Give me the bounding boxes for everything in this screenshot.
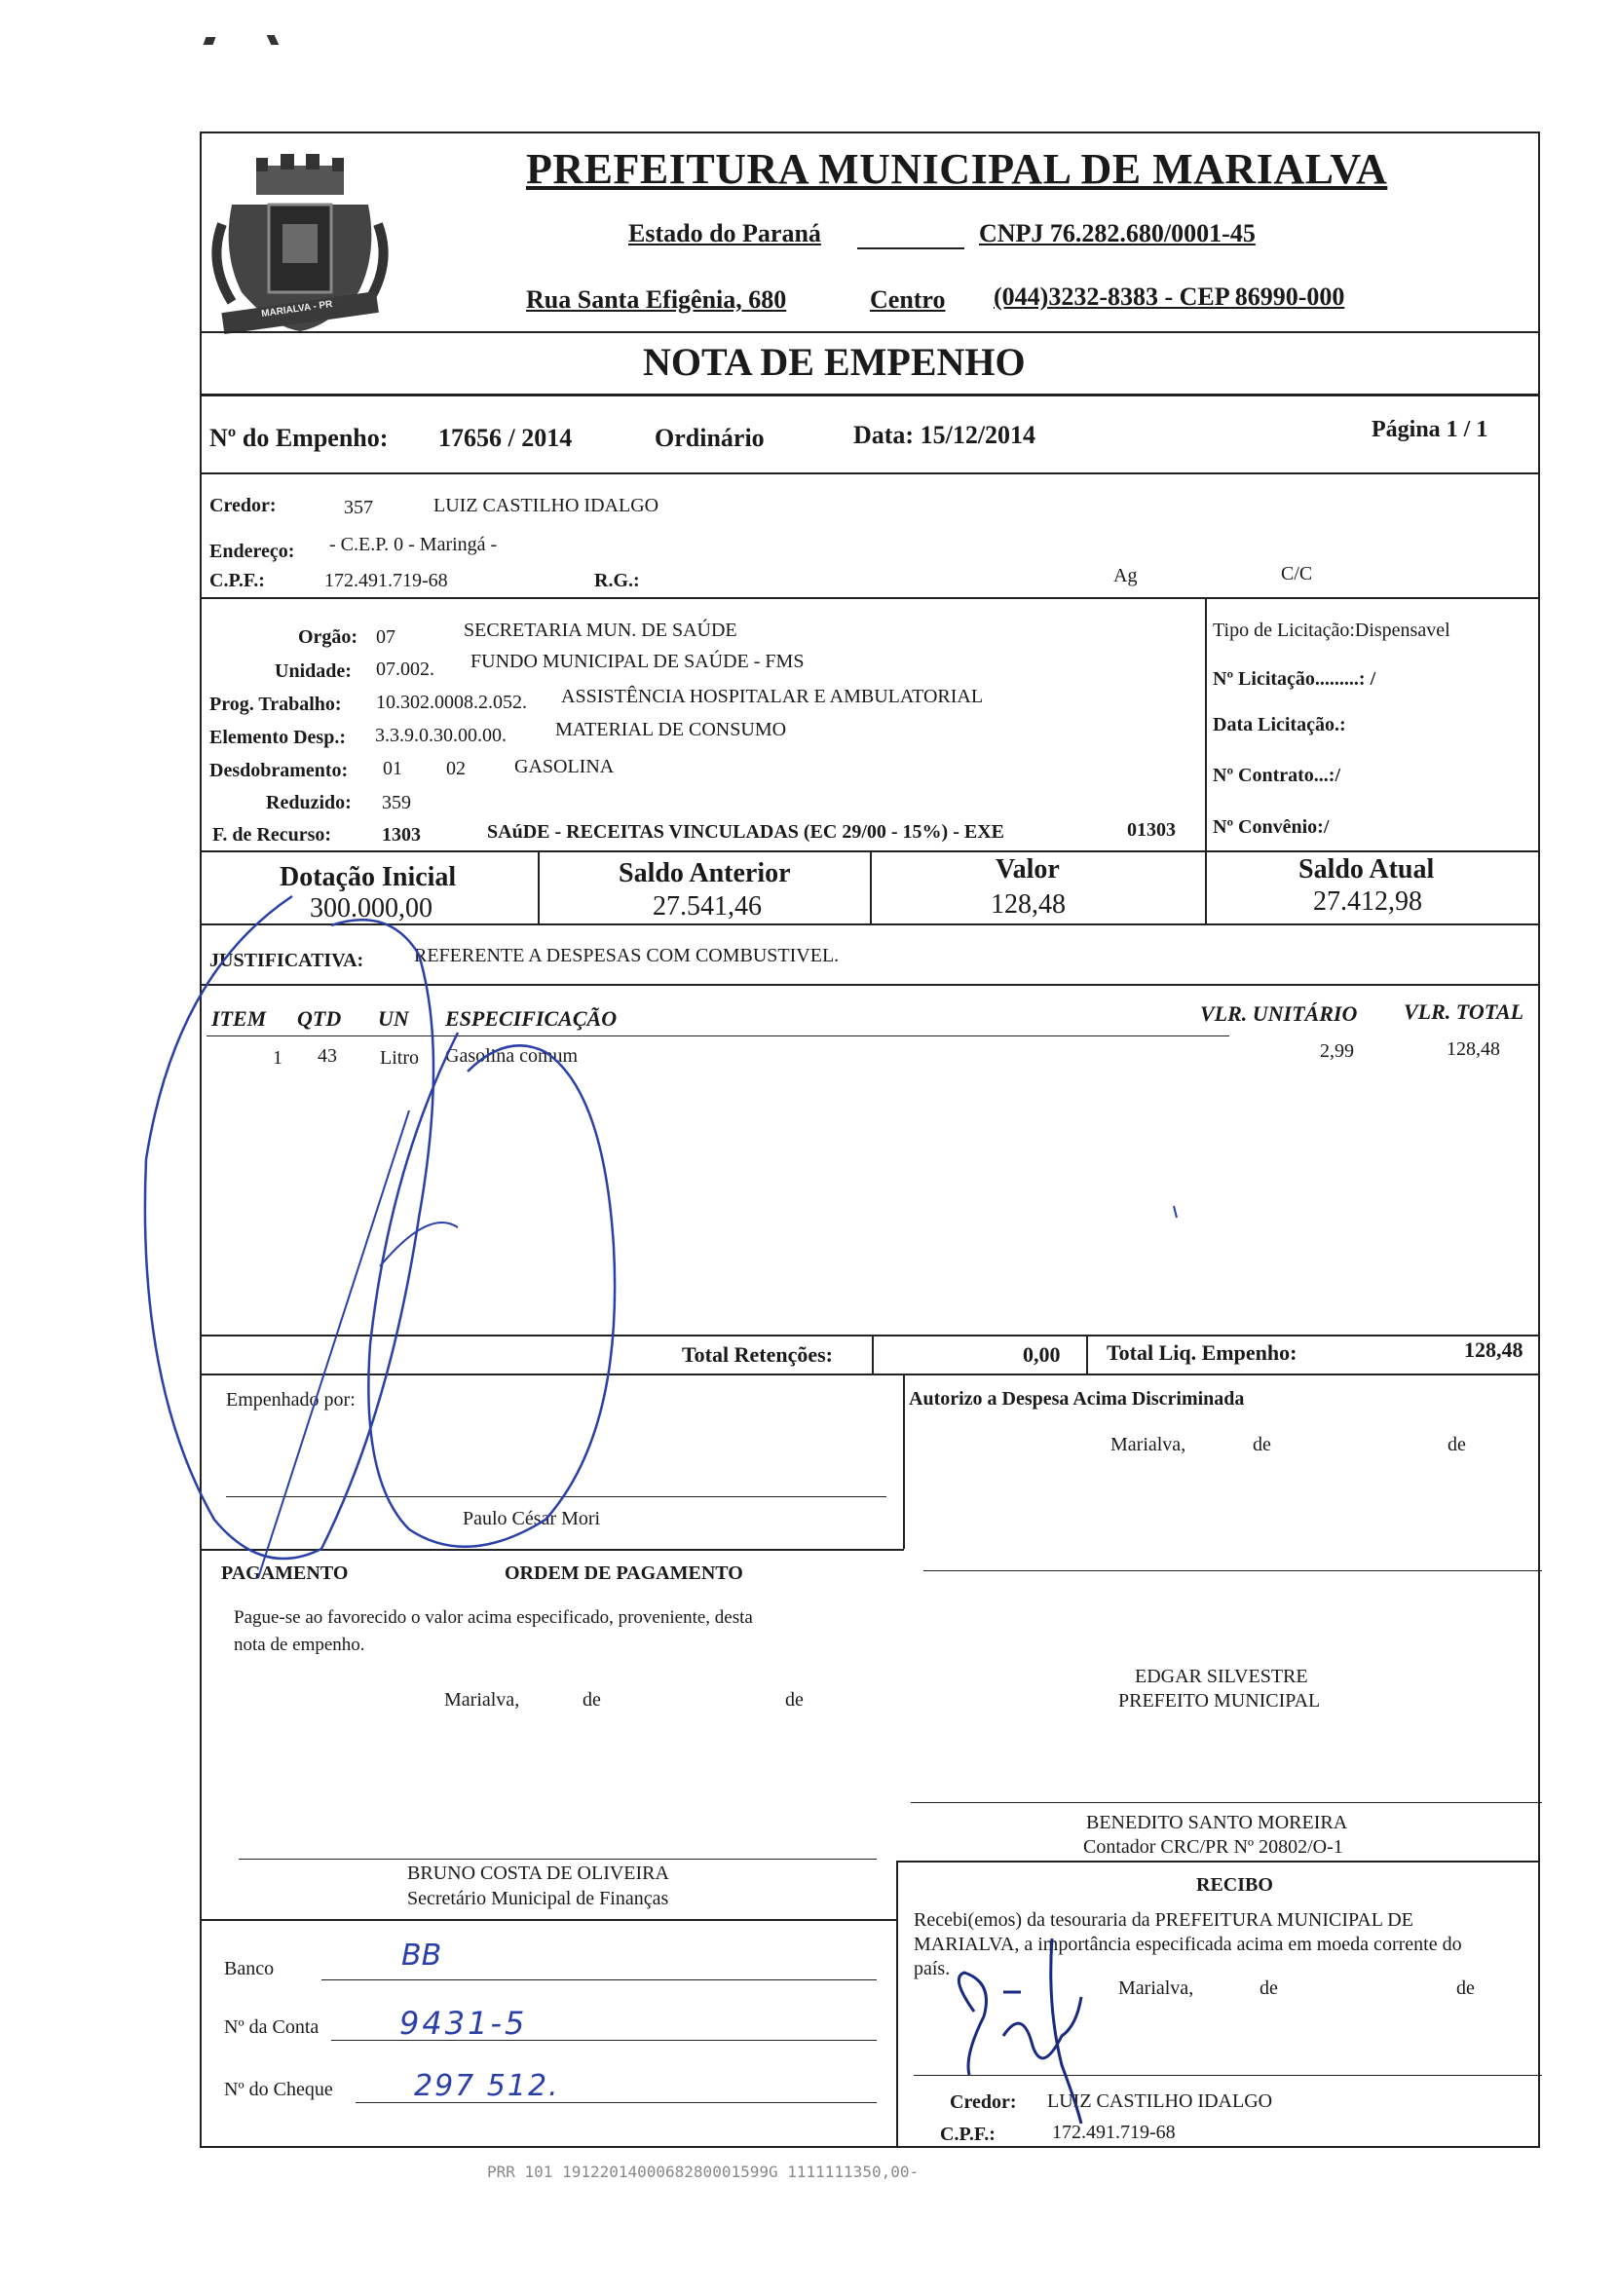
dotacao-label: Dotação Inicial bbox=[280, 862, 457, 892]
saldo-anterior-value: 27.541,46 bbox=[653, 891, 762, 922]
header-district: Centro bbox=[870, 285, 946, 314]
empenho-number: 17656 / 2014 bbox=[438, 424, 573, 452]
saldo-atual-label: Saldo Atual bbox=[1298, 854, 1435, 885]
dotacao-value: 300.000,00 bbox=[310, 893, 432, 923]
recibo-text-1: Recebi(emos) da tesouraria da PREFEITURA MUNICIPAL DE bbox=[914, 1909, 1413, 1931]
document-title: NOTA DE EMPENHO bbox=[643, 340, 1026, 384]
elemento-label: Elemento Desp.: bbox=[209, 727, 346, 748]
unidade-code: 07.002. bbox=[376, 659, 434, 680]
recurso-label: F. de Recurso: bbox=[212, 824, 332, 846]
row-unit: 2,99 bbox=[1320, 1040, 1354, 1062]
desdobramento-a: 01 bbox=[383, 758, 402, 779]
recurso-code: 1303 bbox=[382, 824, 421, 846]
autorizo-de1: de bbox=[1253, 1434, 1271, 1455]
licitacao-data: Data Licitação.: bbox=[1213, 714, 1346, 735]
pague-text-1: Pague-se ao favorecido o valor acima especificado, proveniente, desta bbox=[234, 1607, 753, 1628]
row-item: 1 bbox=[273, 1047, 282, 1069]
page-number: Página 1 / 1 bbox=[1372, 417, 1488, 442]
recibo-de1: de bbox=[1260, 1977, 1278, 1999]
col-qtd: QTD bbox=[297, 1006, 342, 1031]
secretario-name: BRUNO COSTA DE OLIVEIRA bbox=[407, 1863, 669, 1884]
col-un: UN bbox=[378, 1006, 409, 1031]
address-value: - C.E.P. 0 - Maringá - bbox=[329, 534, 498, 555]
row-un: Litro bbox=[380, 1047, 419, 1069]
prefeito-name: EDGAR SILVESTRE bbox=[1135, 1666, 1308, 1687]
elemento-code: 3.3.9.0.30.00.00. bbox=[375, 725, 507, 746]
pagamento-label: PAGAMENTO bbox=[221, 1562, 349, 1584]
credor-code: 357 bbox=[344, 497, 373, 518]
empenho-number-label: Nº do Empenho: bbox=[209, 424, 389, 452]
pague-place: Marialva, bbox=[444, 1689, 520, 1711]
desdobramento-b: 02 bbox=[446, 758, 466, 779]
rg-label: R.G.: bbox=[594, 570, 640, 591]
recibo-cpf-value: 172.491.719-68 bbox=[1052, 2122, 1176, 2143]
valor-label: Valor bbox=[996, 854, 1060, 885]
recibo-de2: de bbox=[1456, 1977, 1475, 1999]
recurso-name: SAúDE - RECEITAS VINCULADAS (EC 29/00 - 15%) - EXE bbox=[487, 821, 1004, 843]
cpf-value: 172.491.719-68 bbox=[324, 570, 448, 591]
cc-label: C/C bbox=[1281, 563, 1313, 584]
recibo-text-3: país. bbox=[914, 1958, 951, 1979]
unidade-name: FUNDO MUNICIPAL DE SAÚDE - FMS bbox=[470, 651, 805, 672]
recibo-cpf-label: C.P.F.: bbox=[940, 2124, 996, 2145]
autorizo-de2: de bbox=[1448, 1434, 1466, 1455]
micr-line: PRR 101 1912201400068280001599G 1111111350,00- bbox=[487, 2163, 920, 2181]
recibo-title: RECIBO bbox=[1196, 1874, 1273, 1896]
prog-name: ASSISTÊNCIA HOSPITALAR E AMBULATORIAL bbox=[561, 686, 984, 707]
retencoes-value: 0,00 bbox=[1023, 1342, 1061, 1367]
secretario-title: Secretário Municipal de Finanças bbox=[407, 1888, 669, 1909]
credor-label: Credor: bbox=[209, 495, 277, 516]
header-street: Rua Santa Efigênia, 680 bbox=[526, 285, 787, 314]
licitacao-convenio: Nº Convênio:/ bbox=[1213, 816, 1330, 838]
prog-code: 10.302.0008.2.052. bbox=[376, 692, 527, 713]
col-vlr-unitario: VLR. UNITÁRIO bbox=[1200, 1001, 1358, 1026]
desdobramento-label: Desdobramento: bbox=[209, 760, 349, 781]
prefeito-title: PREFEITO MUNICIPAL bbox=[1118, 1690, 1321, 1712]
credor-name: LUIZ CASTILHO IDALGO bbox=[433, 495, 659, 516]
banco-value: BB bbox=[401, 1938, 442, 1973]
contador-name: BENEDITO SANTO MOREIRA bbox=[1086, 1812, 1348, 1833]
row-qtd: 43 bbox=[318, 1045, 337, 1067]
col-especificacao: ESPECIFICAÇÃO bbox=[445, 1006, 618, 1031]
col-item: ITEM bbox=[211, 1006, 267, 1031]
liquido-value: 128,48 bbox=[1464, 1337, 1523, 1362]
licitacao-contrato: Nº Contrato...:/ bbox=[1213, 765, 1341, 786]
saldo-atual-value: 27.412,98 bbox=[1313, 886, 1422, 917]
empenhado-label: Empenhado por: bbox=[226, 1389, 356, 1411]
cheque-label: Nº do Cheque bbox=[224, 2079, 333, 2100]
contador-title: Contador CRC/PR Nº 20802/O-1 bbox=[1083, 1836, 1343, 1858]
recibo-credor-label: Credor: bbox=[950, 2091, 1017, 2113]
cpf-label: C.P.F.: bbox=[209, 570, 265, 591]
orgao-name: SECRETARIA MUN. DE SAÚDE bbox=[464, 620, 737, 641]
cheque-value: 297 512. bbox=[414, 2069, 560, 2103]
header-title: PREFEITURA MUNICIPAL DE MARIALVA bbox=[526, 145, 1388, 193]
row-total: 128,48 bbox=[1447, 1038, 1500, 1060]
licitacao-numero: Nº Licitação.........: / bbox=[1213, 668, 1376, 690]
autorizo-place: Marialva, bbox=[1110, 1434, 1186, 1455]
header-cnpj: CNPJ 76.282.680/0001-45 bbox=[979, 219, 1256, 247]
address-label: Endereço: bbox=[209, 541, 295, 562]
orgao-code: 07 bbox=[376, 626, 395, 648]
empenho-type: Ordinário bbox=[655, 424, 765, 452]
saldo-anterior-label: Saldo Anterior bbox=[619, 858, 791, 888]
recibo-credor-name: LUIZ CASTILHO IDALGO bbox=[1047, 2090, 1273, 2112]
seal-text: MARIALVA - PR bbox=[260, 298, 334, 320]
banco-label: Banco bbox=[224, 1958, 275, 1979]
header-state: Estado do Paraná bbox=[628, 219, 821, 247]
justificativa-text: REFERENTE A DESPESAS COM COMBUSTIVEL. bbox=[414, 945, 840, 966]
recurso-ref: 01303 bbox=[1127, 819, 1176, 841]
desdobramento-name: GASOLINA bbox=[514, 756, 615, 777]
empenho-date: Data: 15/12/2014 bbox=[853, 421, 1036, 449]
col-vlr-total: VLR. TOTAL bbox=[1404, 999, 1524, 1024]
pague-de1: de bbox=[583, 1689, 601, 1711]
header-phone-cep: (044)3232-8383 - CEP 86990-000 bbox=[994, 282, 1345, 311]
row-spec: Gasolina comum bbox=[445, 1045, 579, 1067]
elemento-name: MATERIAL DE CONSUMO bbox=[555, 719, 787, 740]
valor-value: 128,48 bbox=[991, 889, 1066, 920]
licitacao-tipo: Tipo de Licitação:Dispensavel bbox=[1213, 620, 1450, 641]
justificativa-label: JUSTIFICATIVA: bbox=[209, 950, 364, 971]
reduzido-value: 359 bbox=[382, 792, 411, 813]
autorizo-label: Autorizo a Despesa Acima Discriminada bbox=[909, 1388, 1245, 1410]
recibo-place: Marialva, bbox=[1118, 1977, 1194, 1999]
ordem-label: ORDEM DE PAGAMENTO bbox=[505, 1562, 743, 1584]
unidade-label: Unidade: bbox=[275, 660, 352, 682]
pague-de2: de bbox=[785, 1689, 804, 1711]
conta-label: Nº da Conta bbox=[224, 2016, 320, 2038]
liquido-label: Total Liq. Empenho: bbox=[1107, 1340, 1297, 1365]
conta-value: 9431-5 bbox=[399, 2005, 528, 2042]
ag-label: Ag bbox=[1113, 565, 1138, 586]
empenhado-name: Paulo César Mori bbox=[463, 1508, 601, 1529]
prog-label: Prog. Trabalho: bbox=[209, 694, 342, 715]
retencoes-label: Total Retenções: bbox=[682, 1342, 833, 1367]
recibo-text-2: MARIALVA, a importância especificada acima em moeda corrente do bbox=[914, 1934, 1462, 1955]
reduzido-label: Reduzido: bbox=[266, 792, 352, 813]
pague-text-2: nota de empenho. bbox=[234, 1635, 365, 1655]
orgao-label: Orgão: bbox=[298, 626, 358, 648]
